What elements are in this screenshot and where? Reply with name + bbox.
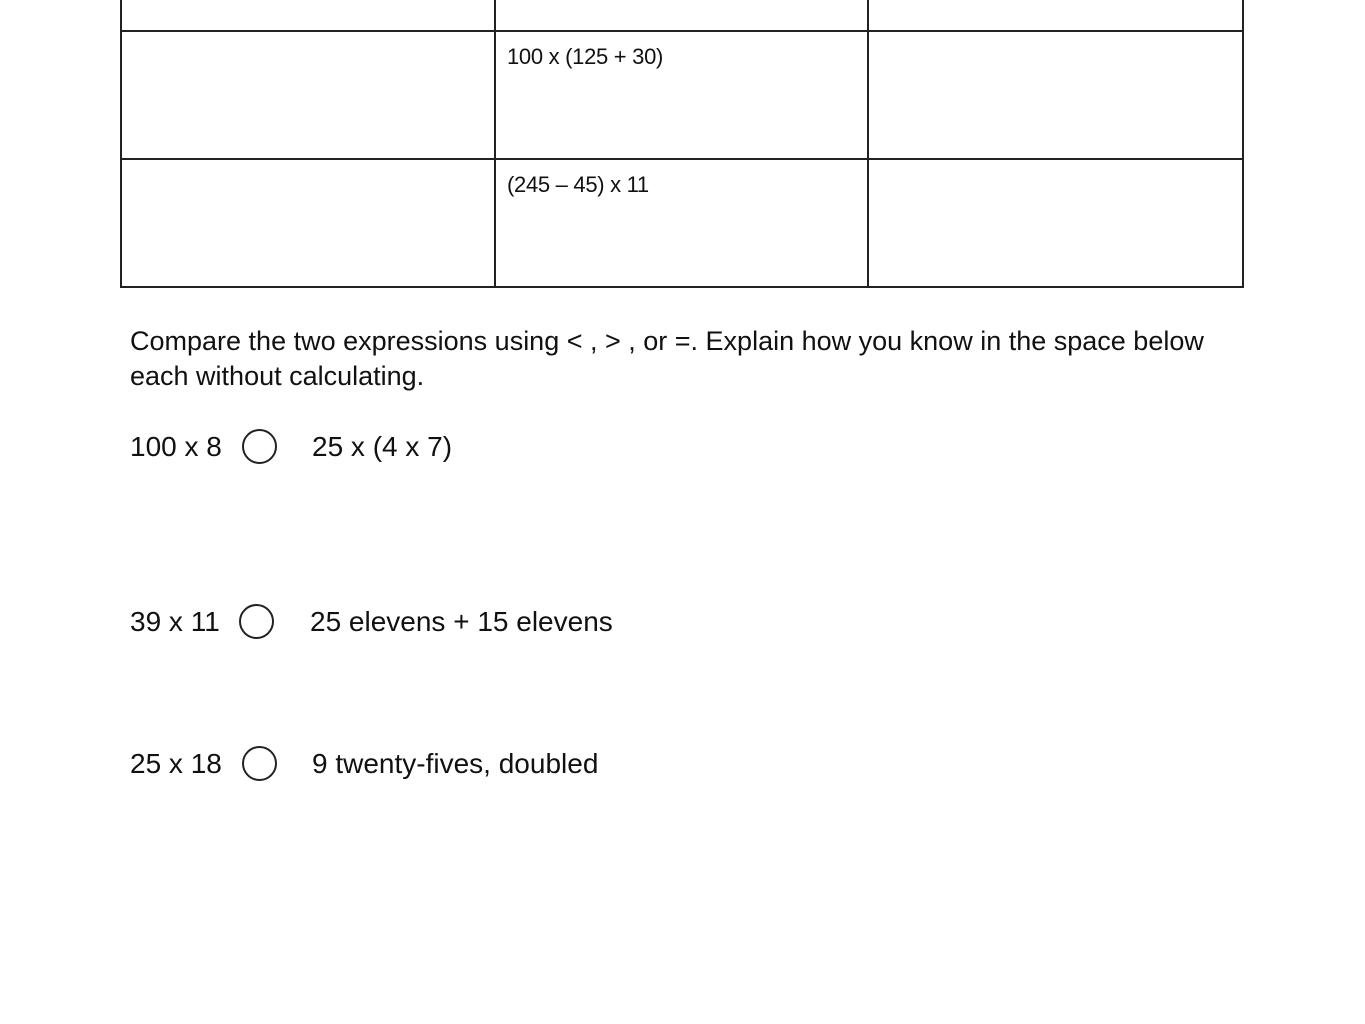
left-expression: 100 x 8 bbox=[130, 431, 222, 462]
table-cell[interactable] bbox=[868, 31, 1243, 159]
comparison-circle[interactable] bbox=[242, 746, 277, 781]
right-expression: 9 twenty-fives, doubled bbox=[312, 748, 599, 779]
comparison-circle[interactable] bbox=[242, 429, 277, 464]
table-cell[interactable] bbox=[868, 0, 1243, 31]
left-expression: 25 x 18 bbox=[130, 748, 222, 779]
table-cell[interactable] bbox=[121, 159, 495, 287]
table-cell[interactable] bbox=[868, 159, 1243, 287]
right-expression: 25 x (4 x 7) bbox=[312, 431, 453, 462]
table-cell[interactable] bbox=[121, 0, 495, 31]
comparison-circle[interactable] bbox=[239, 604, 274, 639]
expression-text: (245 – 45) x 11 bbox=[507, 172, 649, 197]
table-row bbox=[121, 0, 1243, 31]
left-expression: 39 x 11 bbox=[130, 606, 220, 637]
table-cell bbox=[495, 159, 868, 287]
table-row bbox=[121, 159, 1243, 287]
table-cell[interactable] bbox=[121, 31, 495, 159]
table-row bbox=[121, 31, 1243, 159]
expressions-table bbox=[120, 0, 1244, 288]
instructions-text: Compare the two expressions using < , > , or =. Explain how you know in the space below each without calculating. bbox=[130, 326, 1204, 391]
right-expression: 25 elevens + 15 elevens bbox=[310, 606, 613, 637]
expression-text: 100 x (125 + 30) bbox=[507, 44, 664, 69]
table-cell bbox=[495, 31, 868, 159]
table-cell[interactable] bbox=[495, 0, 868, 31]
